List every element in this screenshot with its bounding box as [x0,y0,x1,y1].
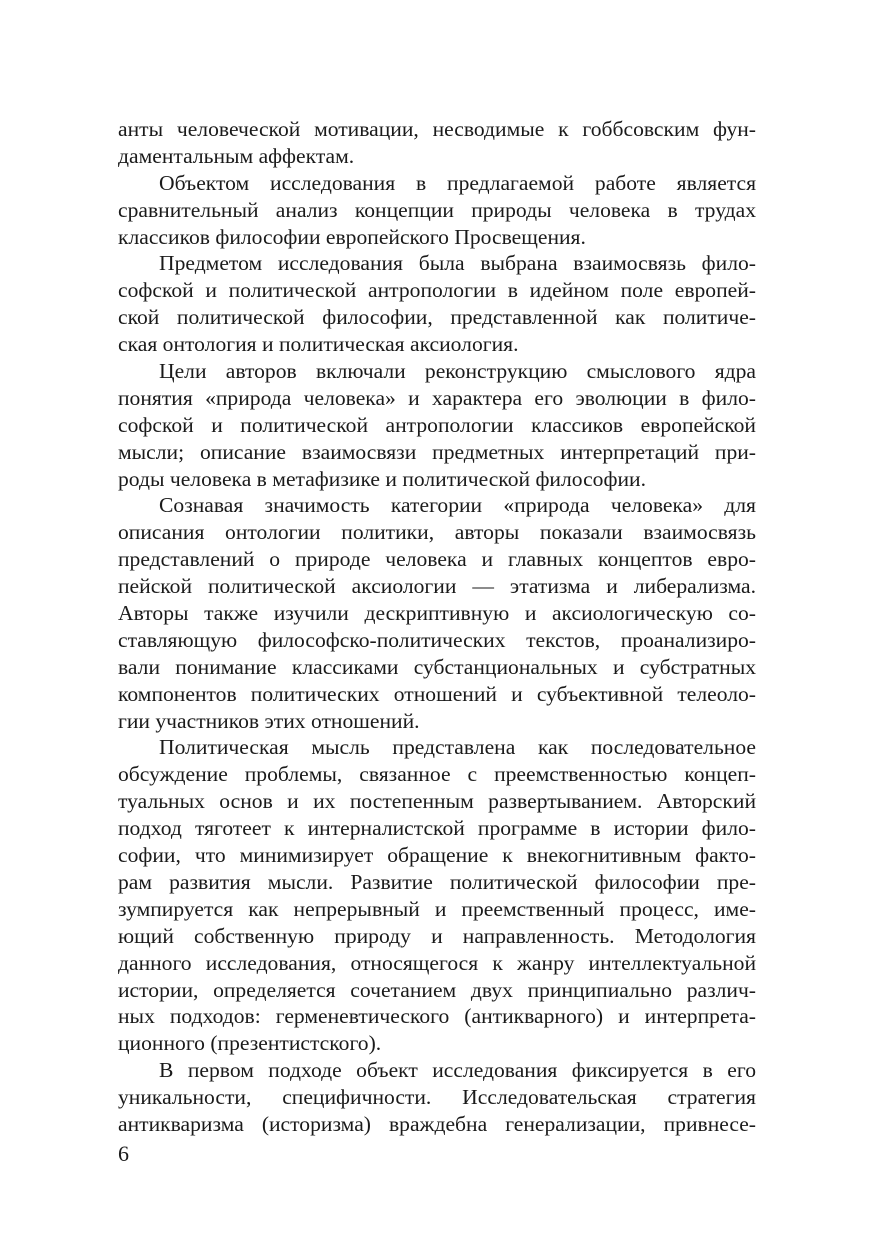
text-line: классиков философии европейского Просвещения. [118,224,586,249]
text-line: зумпируется как непрерывный и преемственный процесс, име- [118,896,756,921]
paragraph [118,116,756,170]
paragraph [118,492,756,734]
paragraph [118,734,756,1057]
text-line: обсуждение проблемы, связанное с преемственностью концеп- [118,762,756,787]
text-line: мысли; описание взаимосвязи предметных интерпретаций при- [118,439,756,464]
text-line: Объектом исследования в предлагаемой работе является [159,170,756,195]
text-line: компонентов политических отношений и субъективной телеоло- [118,681,756,706]
text-line: Предметом исследования была выбрана взаимосвязь фило- [159,251,756,276]
text-line: роды человека в метафизике и политической философии. [118,466,646,491]
text-line: истории, определяется сочетанием двух принципиально различ- [118,977,756,1002]
paragraph [118,170,756,251]
text-line: ская онтология и политическая аксиология. [118,332,519,357]
text-line: антикваризма (историзма) враждебна генерализации, привнесе- [118,1111,756,1136]
paragraph [118,250,756,358]
text-line: софии, что минимизирует обращение к внекогнитивным факто- [118,843,756,868]
text-line: В первом подходе объект исследования фиксируется в его [159,1058,756,1083]
text-line: рам развития мысли. Развитие политической философии пре- [118,869,756,894]
text-line: представлений о природе человека и главных концептов евро- [118,547,756,572]
text-line: Цели авторов включали реконструкцию смыслового ядра [159,359,756,384]
paragraph [118,1057,756,1138]
text-line: даментальным аффектам. [118,143,355,168]
text-line: понятия «природа человека» и характера его эволюции в фило- [118,385,756,410]
text-line: ской политической философии, представленной как политиче- [118,305,756,330]
text-line: уникальности, специфичности. Исследовательская стратегия [118,1085,756,1110]
text-line: описания онтологии политики, авторы показали взаимосвязь [118,520,756,545]
body-text [118,116,756,1138]
text-line: сравнительный анализ концепции природы человека в трудах [118,197,756,222]
text-line: подход тяготеет к интерналистской программе в истории фило- [118,816,756,841]
text-line: Авторы также изучили дескриптивную и аксиологическую со- [118,601,756,626]
text-line: пейской политической аксиологии — этатизма и либерализма. [118,574,756,599]
text-line: Политическая мысль представлена как последовательное [159,735,756,760]
page-number: 6 [118,1141,129,1166]
text-line: ющий собственную природу и направленность. Методология [118,923,756,948]
text-line: софской и политической антропологии классиков европейской [118,412,756,437]
text-line: анты человеческой мотивации, несводимые к гоббсовским фун- [118,117,756,141]
text-line: туальных основ и их постепенным развертыванием. Авторский [118,789,756,814]
text-line: софской и политической антропологии в идейном поле европей- [118,278,756,303]
text-line: ставляющую философско-политических текстов, проанализиро- [118,627,756,652]
text-line: ционного (презентистского). [118,1031,382,1056]
text-line: данного исследования, относящегося к жанру интеллектуальной [118,950,756,975]
text-line: ных подходов: герменевтического (антикварного) и интерпрета- [118,1004,756,1029]
text-line: вали понимание классиками субстанциональных и субстратных [118,654,756,679]
paragraph [118,358,756,492]
text-line: гии участников этих отношений. [118,708,420,733]
text-line: Сознавая значимость категории «природа человека» для [159,493,756,518]
